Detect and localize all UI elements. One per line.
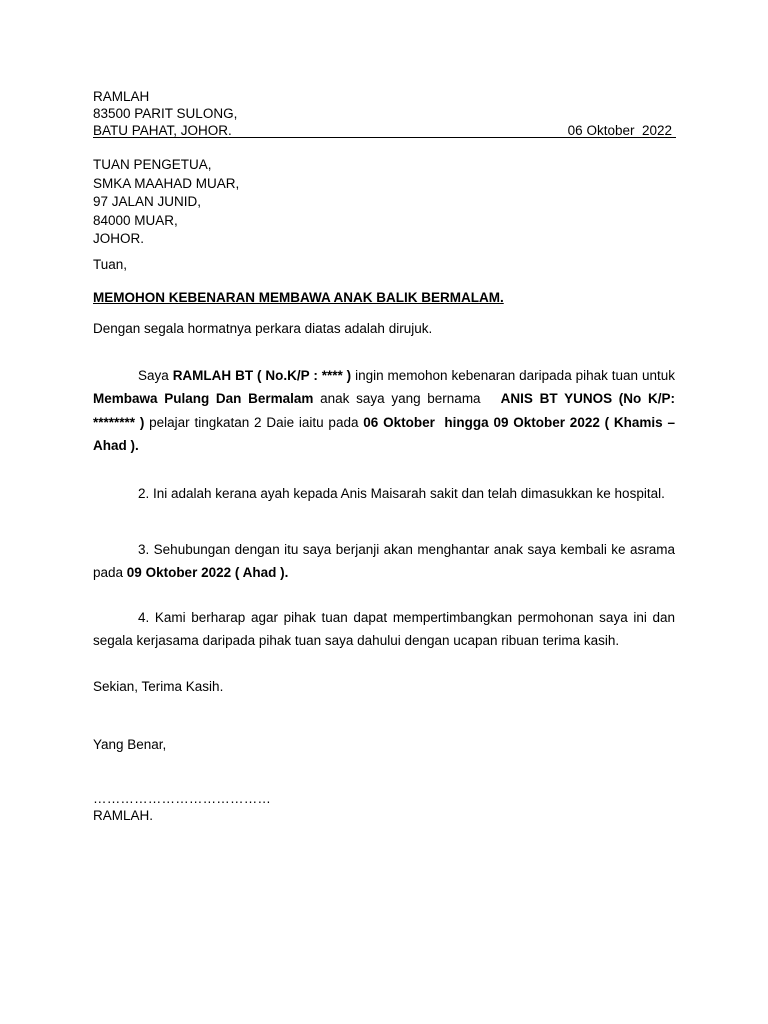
- paragraph-1: [93, 364, 679, 458]
- p2-text: 2. Ini adalah kerana ayah kepada Anis Maisarah sakit dan telah dimasukkan ke hospital.: [138, 486, 665, 501]
- recipient-line: JOHOR.: [93, 231, 145, 246]
- yours-truly: Yang Benar,: [93, 737, 167, 752]
- sender-name: RAMLAH: [93, 89, 150, 104]
- sender-address: [93, 88, 676, 139]
- p1-bold-1: RAMLAH BT ( No.K/P : **** ): [172, 368, 352, 383]
- recipient-address: [93, 156, 239, 249]
- p3-bold: 09 Oktober 2022 ( Ahad ).: [126, 565, 289, 581]
- closing: Sekian, Terima Kasih.: [93, 679, 224, 694]
- salutation: Tuan,: [93, 257, 128, 272]
- signature-name: RAMLAH.: [93, 808, 154, 823]
- letter-date: 06 Oktober 2022: [567, 123, 672, 138]
- p1-bold-4: 06 Oktober hingga 09 Oktober 2022 ( Khamis – Ahad ).: [93, 414, 679, 454]
- p1-text-1: Saya: [138, 368, 173, 383]
- intro-sentence: Dengan segala hormatnya perkara diatas adalah dirujuk.: [93, 321, 433, 336]
- p1-text-3: anak saya yang bernama: [313, 391, 501, 407]
- header-divider: [93, 137, 676, 138]
- recipient-line: 84000 MUAR,: [93, 212, 178, 228]
- p1-bold-2: Membawa Pulang Dan Bermalam: [93, 391, 314, 407]
- p3-text: 3. Sehubungan dengan itu saya berjanji akan menghantar anak saya kembali ke asrama pada: [93, 542, 675, 581]
- paragraph-3: [93, 538, 675, 585]
- recipient-line: TUAN PENGETUA,: [93, 157, 212, 172]
- p1-text-2: ingin memohon kebenaran daripada pihak tuan untuk: [351, 368, 679, 383]
- p1-bold-3: ANIS BT YUNOS (No K/P: ******** ): [93, 391, 679, 430]
- paragraph-2: [93, 482, 675, 505]
- sender-address-line-1: 83500 PARIT SULONG,: [93, 106, 238, 121]
- recipient-line: 97 JALAN JUNID,: [93, 194, 202, 209]
- paragraph-4: [93, 606, 675, 653]
- p1-text-4: pelajar tingkatan 2 Daie iaitu pada: [144, 414, 364, 430]
- recipient-line: SMKA MAAHAD MUAR,: [93, 175, 240, 191]
- subject-line: MEMOHON KEBENARAN MEMBAWA ANAK BALIK BERMALAM.: [93, 290, 504, 305]
- sender-address-line-2-text: BATU PAHAT, JOHOR.: [93, 123, 232, 138]
- signature-line: …………………………………: [93, 791, 272, 806]
- p4-text: 4. Kami berharap agar pihak tuan dapat mempertimbangkan permohonan saya ini dan segala kerjasama daripada pihak tuan saya dahului dengan ucapan ribuan terima kasih.: [93, 610, 675, 649]
